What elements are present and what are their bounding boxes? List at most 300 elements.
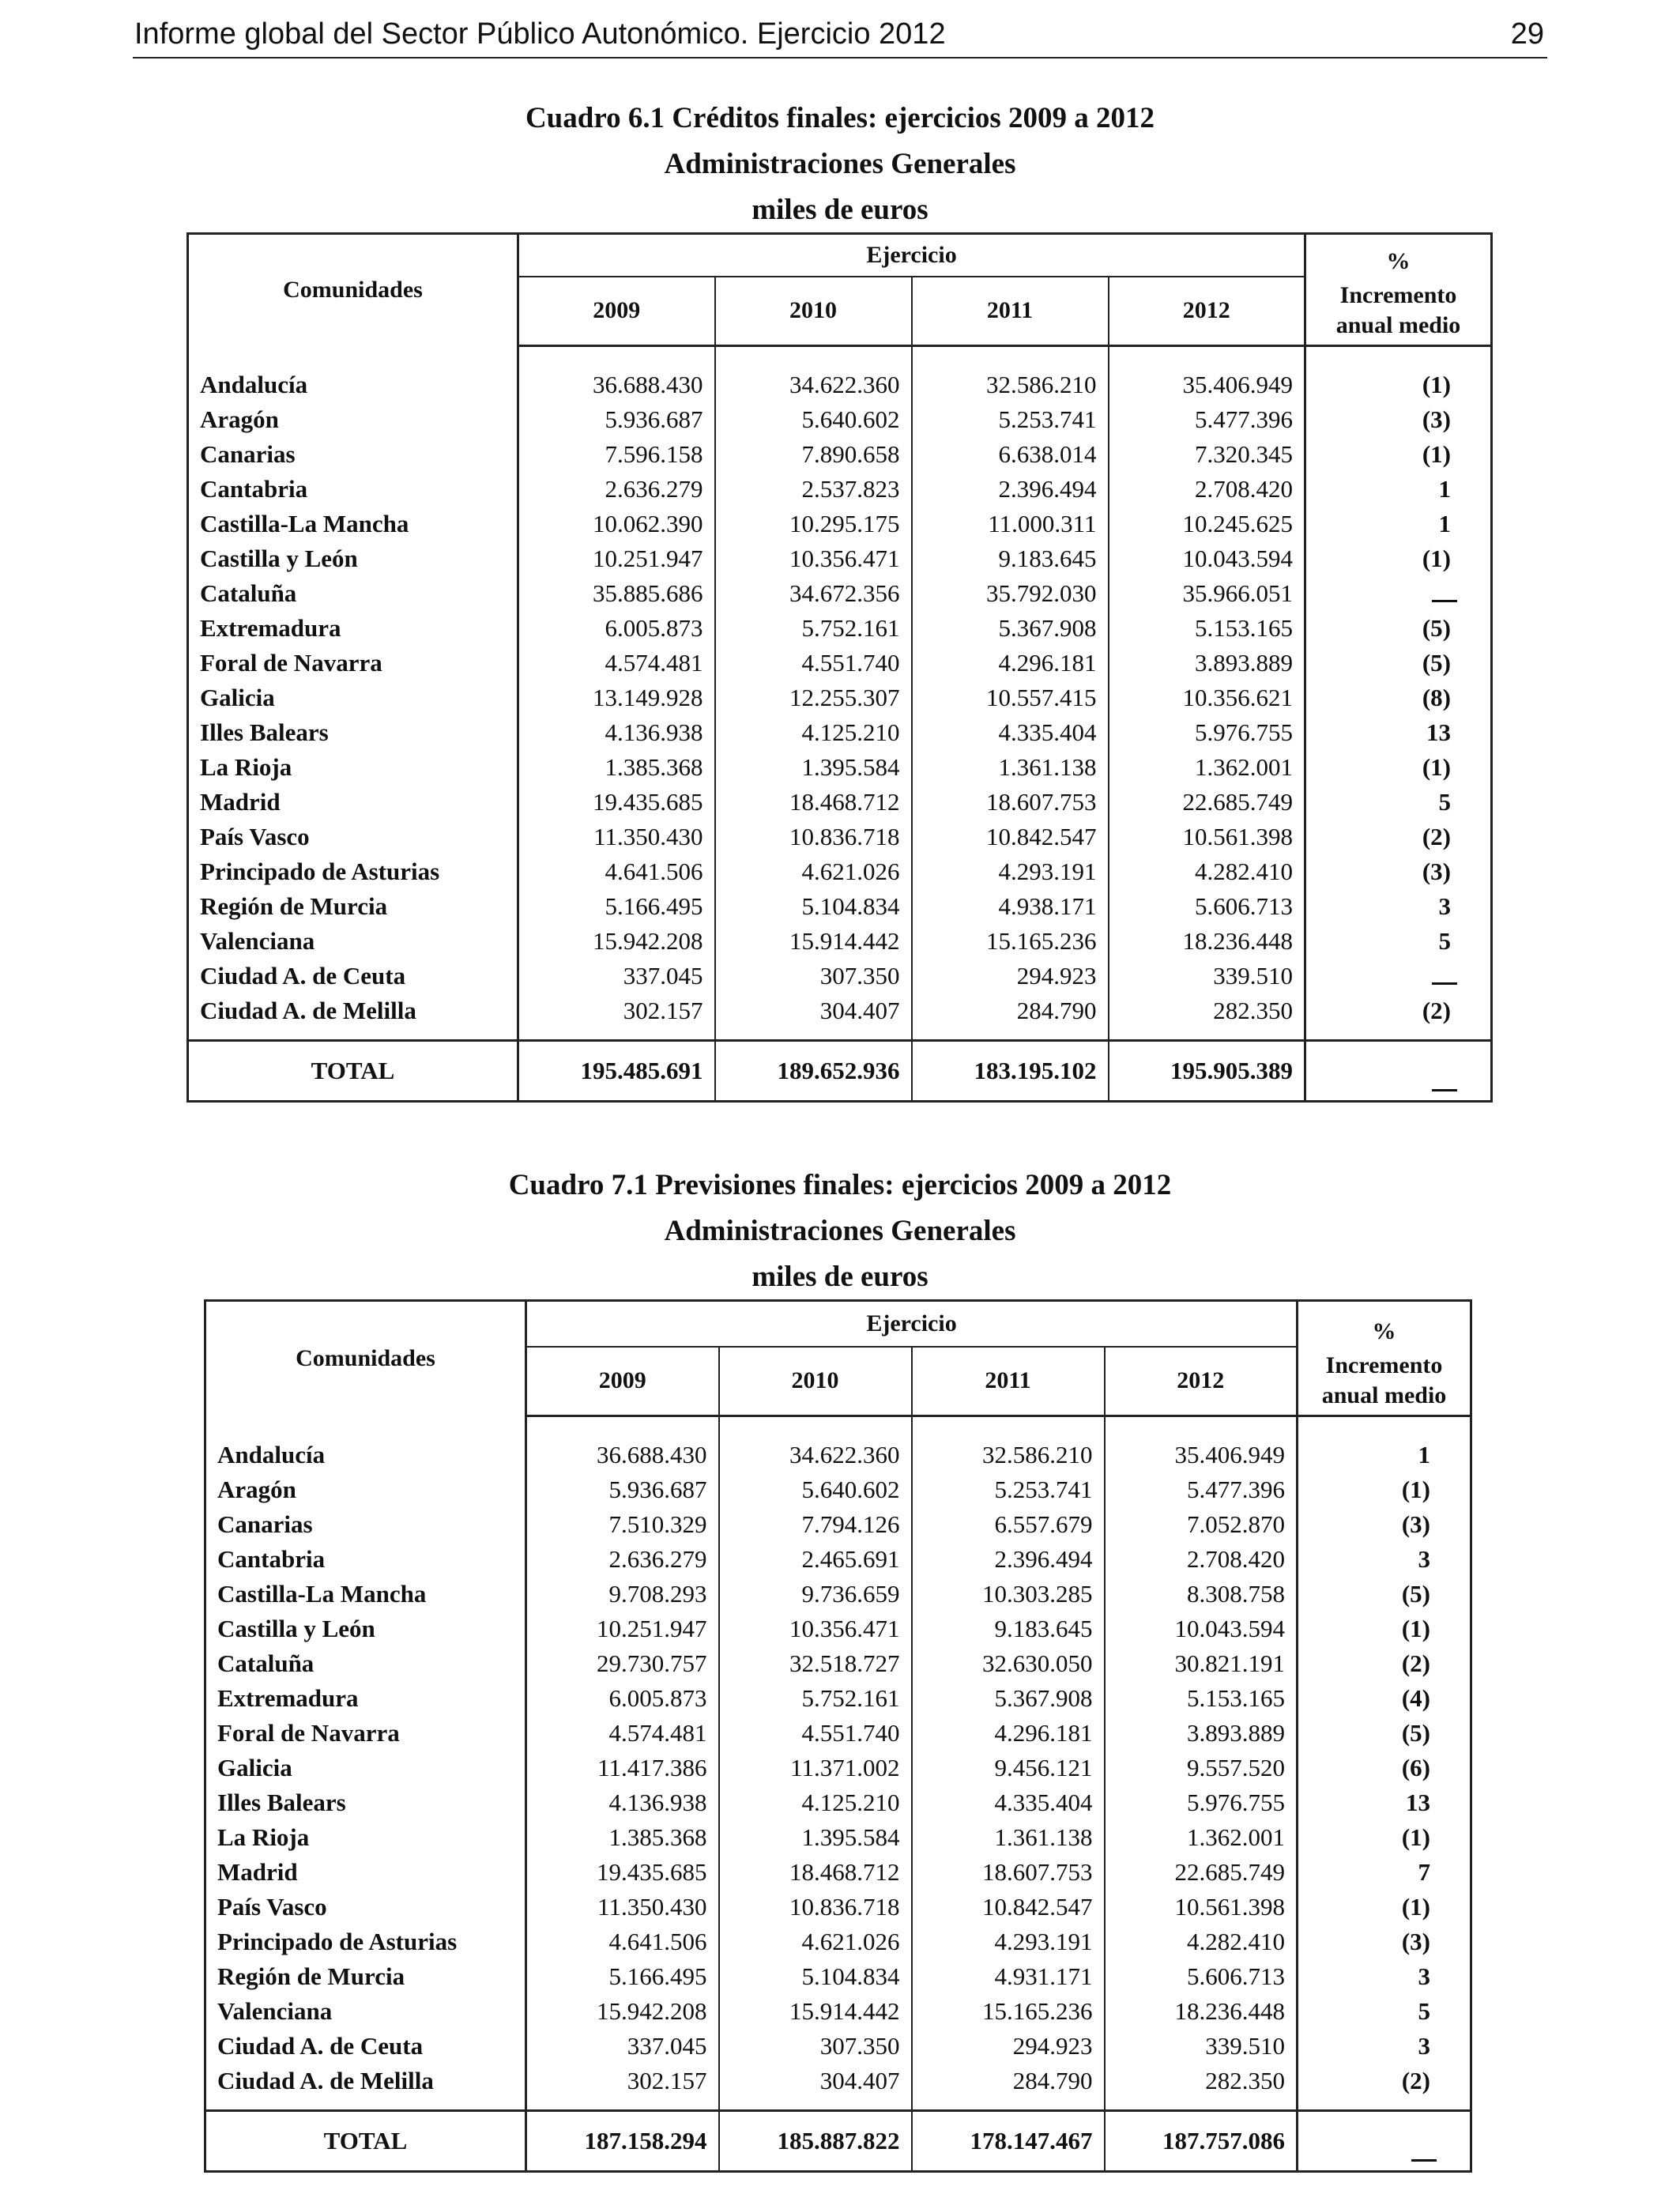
table-body [188, 346, 1492, 1102]
dash-mark [1432, 982, 1457, 985]
cell-comunidad: Región de Murcia [188, 889, 518, 924]
cell-value-2009: 4.641.506 [526, 1924, 719, 1959]
cell-value-2011: 9.456.121 [912, 1751, 1105, 1785]
table-row [205, 1855, 1471, 1890]
table-body [205, 1416, 1471, 2172]
cell-incremento: (1) [1305, 750, 1492, 785]
cell-comunidad: Valenciana [205, 1994, 526, 2029]
cell-comunidad: Illes Balears [205, 1785, 526, 1820]
cell-comunidad: Madrid [188, 785, 518, 820]
cell-value-2010: 1.395.584 [719, 1820, 912, 1855]
cell-value-2011: 4.335.404 [912, 715, 1109, 750]
dash-mark [1411, 2159, 1437, 2162]
cell-value-2010: 10.356.471 [715, 541, 912, 576]
cell-incremento: (4) [1298, 1681, 1471, 1716]
cell-value-2011: 183.195.102 [912, 1041, 1109, 1102]
table-1-title: Cuadro 6.1 Créditos finales: ejercicios 2009 a 2012 [525, 102, 1155, 134]
cell-value-2010: 34.622.360 [715, 368, 912, 402]
cell-incremento: (3) [1298, 1507, 1471, 1542]
table-row [188, 576, 1492, 611]
cell-incremento: (5) [1305, 646, 1492, 680]
cell-value-2009: 1.385.368 [518, 750, 715, 785]
cell-value-2009: 13.149.928 [518, 680, 715, 715]
cell-comunidad: TOTAL [205, 2111, 526, 2172]
cell-comunidad: Cantabria [188, 472, 518, 507]
cell-value-2011: 4.296.181 [912, 646, 1109, 680]
cell-value-2009: 2.636.279 [518, 472, 715, 507]
table-row [205, 1507, 1471, 1542]
cell-comunidad: Galicia [205, 1751, 526, 1785]
cell-value-2010: 7.890.658 [715, 437, 912, 472]
cell-value-2011: 9.183.645 [912, 541, 1109, 576]
cell-comunidad: TOTAL [188, 1041, 518, 1102]
cell-comunidad: Castilla y León [188, 541, 518, 576]
cell-incremento: (2) [1298, 1646, 1471, 1681]
cell-incremento: (5) [1298, 1577, 1471, 1612]
cell-comunidad: Foral de Navarra [188, 646, 518, 680]
col-header-pct-symbol: % [1298, 1301, 1471, 1347]
cell-value-2010: 10.836.718 [715, 820, 912, 854]
cell-value-2012: 7.052.870 [1105, 1507, 1298, 1542]
cell-value-2012: 1.362.001 [1109, 750, 1305, 785]
table-row [188, 820, 1492, 854]
table-2-units: miles de euros [751, 1261, 929, 1293]
cell-value-2010: 10.356.471 [719, 1612, 912, 1646]
cell-value-2011: 4.296.181 [912, 1716, 1105, 1751]
cell-value-2009: 36.688.430 [518, 368, 715, 402]
cell-incremento: (2) [1298, 2064, 1471, 2111]
cell-value-2010: 10.295.175 [715, 507, 912, 541]
cell-value-2012: 3.893.889 [1109, 646, 1305, 680]
cell-value-2010: 5.752.161 [715, 611, 912, 646]
cell-value-2011: 6.557.679 [912, 1507, 1105, 1542]
cell-value-2009: 7.510.329 [526, 1507, 719, 1542]
cell-value-2010: 4.125.210 [719, 1785, 912, 1820]
cell-value-2012: 5.606.713 [1105, 1959, 1298, 1994]
cell-incremento: 5 [1305, 785, 1492, 820]
table-row [188, 680, 1492, 715]
cell-value-2012: 7.320.345 [1109, 437, 1305, 472]
cell-value-2010: 1.395.584 [715, 750, 912, 785]
cell-incremento: (1) [1298, 1472, 1471, 1507]
cell-value-2012: 282.350 [1105, 2064, 1298, 2111]
cell-comunidad: Ciudad A. de Ceuta [188, 959, 518, 993]
cell-incremento: (8) [1305, 680, 1492, 715]
cell-value-2010: 5.104.834 [719, 1959, 912, 1994]
cell-value-2010: 10.836.718 [719, 1890, 912, 1924]
cell-value-2009: 5.166.495 [526, 1959, 719, 1994]
table-previsiones-finales [204, 1299, 1472, 2173]
cell-value-2011: 284.790 [912, 993, 1109, 1041]
table-row [188, 646, 1492, 680]
total-row [205, 2111, 1471, 2172]
cell-incremento: (1) [1305, 437, 1492, 472]
cell-comunidad: Principado de Asturias [205, 1924, 526, 1959]
col-header-incremento-line1: Incremento [1325, 1351, 1443, 1378]
cell-incremento: (2) [1305, 820, 1492, 854]
cell-value-2012: 5.477.396 [1109, 402, 1305, 437]
spacer-row [188, 346, 1492, 368]
cell-value-2010: 307.350 [719, 2029, 912, 2064]
table-row [205, 1612, 1471, 1646]
cell-incremento: 3 [1298, 1542, 1471, 1577]
cell-value-2011: 284.790 [912, 2064, 1105, 2111]
cell-value-2010: 304.407 [719, 2064, 912, 2111]
cell-value-2011: 4.938.171 [912, 889, 1109, 924]
col-header-ejercicio: Ejercicio [518, 234, 1305, 277]
cell-value-2011: 4.335.404 [912, 1785, 1105, 1820]
table-1-subtitle: Administraciones Generales [664, 148, 1016, 180]
table-creditos-finales [186, 232, 1493, 1103]
cell-incremento: 5 [1305, 924, 1492, 959]
table-row [205, 1577, 1471, 1612]
cell-value-2012: 2.708.420 [1109, 472, 1305, 507]
cell-value-2009: 5.166.495 [518, 889, 715, 924]
cell-value-2009: 10.062.390 [518, 507, 715, 541]
cell-value-2010: 307.350 [715, 959, 912, 993]
cell-value-2009: 4.641.506 [518, 854, 715, 889]
cell-comunidad: Galicia [188, 680, 518, 715]
cell-value-2012: 30.821.191 [1105, 1646, 1298, 1681]
cell-value-2009: 7.596.158 [518, 437, 715, 472]
cell-comunidad: Castilla-La Mancha [188, 507, 518, 541]
cell-comunidad: Cantabria [205, 1542, 526, 1577]
cell-value-2009: 4.574.481 [518, 646, 715, 680]
cell-value-2010: 5.640.602 [719, 1472, 912, 1507]
col-header-year: 2010 [719, 1347, 912, 1416]
cell-incremento [1305, 576, 1492, 611]
cell-value-2012: 5.153.165 [1109, 611, 1305, 646]
cell-comunidad: Ciudad A. de Melilla [188, 993, 518, 1041]
table-row [205, 1472, 1471, 1507]
cell-value-2009: 4.574.481 [526, 1716, 719, 1751]
cell-value-2009: 6.005.873 [518, 611, 715, 646]
col-header-incremento-line2: anual medio [1321, 1382, 1447, 1408]
cell-value-2009: 15.942.208 [518, 924, 715, 959]
cell-comunidad: Extremadura [188, 611, 518, 646]
cell-value-2012: 187.757.086 [1105, 2111, 1298, 2172]
table-row [188, 889, 1492, 924]
cell-comunidad: Cataluña [205, 1646, 526, 1681]
dash-mark [1432, 1089, 1457, 1091]
cell-value-2011: 5.253.741 [912, 1472, 1105, 1507]
cell-value-2011: 32.586.210 [912, 1438, 1105, 1472]
cell-value-2009: 187.158.294 [526, 2111, 719, 2172]
cell-value-2009: 5.936.687 [518, 402, 715, 437]
cell-value-2009: 15.942.208 [526, 1994, 719, 2029]
cell-value-2012: 10.043.594 [1109, 541, 1305, 576]
cell-incremento: 1 [1305, 472, 1492, 507]
table-row [188, 715, 1492, 750]
cell-value-2010: 4.125.210 [715, 715, 912, 750]
spacer-row [205, 1416, 1471, 1438]
cell-value-2010: 185.887.822 [719, 2111, 912, 2172]
cell-value-2011: 9.183.645 [912, 1612, 1105, 1646]
cell-value-2009: 10.251.947 [518, 541, 715, 576]
cell-incremento [1305, 959, 1492, 993]
cell-value-2012: 2.708.420 [1105, 1542, 1298, 1577]
cell-value-2010: 15.914.442 [719, 1994, 912, 2029]
cell-value-2012: 35.406.949 [1105, 1438, 1298, 1472]
table-row [188, 368, 1492, 402]
table-row [188, 402, 1492, 437]
cell-value-2011: 10.303.285 [912, 1577, 1105, 1612]
cell-value-2011: 15.165.236 [912, 924, 1109, 959]
cell-comunidad: Illes Balears [188, 715, 518, 750]
cell-value-2011: 15.165.236 [912, 1994, 1105, 2029]
cell-value-2011: 35.792.030 [912, 576, 1109, 611]
cell-value-2009: 35.885.686 [518, 576, 715, 611]
table-row [205, 1890, 1471, 1924]
col-header-incremento [1298, 1347, 1471, 1416]
cell-value-2010: 2.537.823 [715, 472, 912, 507]
cell-value-2010: 5.104.834 [715, 889, 912, 924]
cell-value-2009: 302.157 [518, 993, 715, 1041]
cell-value-2012: 4.282.410 [1105, 1924, 1298, 1959]
cell-value-2009: 29.730.757 [526, 1646, 719, 1681]
cell-incremento: (3) [1298, 1924, 1471, 1959]
cell-comunidad: La Rioja [188, 750, 518, 785]
cell-value-2010: 9.736.659 [719, 1577, 912, 1612]
cell-value-2011: 11.000.311 [912, 507, 1109, 541]
cell-value-2009: 2.636.279 [526, 1542, 719, 1577]
cell-value-2009: 10.251.947 [526, 1612, 719, 1646]
cell-value-2010: 18.468.712 [719, 1855, 912, 1890]
cell-comunidad: Castilla-La Mancha [205, 1577, 526, 1612]
col-header-incremento-line2: anual medio [1335, 311, 1461, 338]
cell-incremento: 13 [1305, 715, 1492, 750]
cell-value-2009: 5.936.687 [526, 1472, 719, 1507]
cell-incremento: (5) [1305, 611, 1492, 646]
cell-value-2012: 18.236.448 [1105, 1994, 1298, 2029]
cell-incremento: 3 [1305, 889, 1492, 924]
cell-value-2009: 195.485.691 [518, 1041, 715, 1102]
dash-mark [1432, 600, 1457, 602]
cell-value-2011: 4.293.191 [912, 854, 1109, 889]
cell-value-2010: 7.794.126 [719, 1507, 912, 1542]
cell-value-2011: 5.367.908 [912, 1681, 1105, 1716]
cell-comunidad: País Vasco [205, 1890, 526, 1924]
table-row [188, 750, 1492, 785]
table-2-title: Cuadro 7.1 Previsiones finales: ejercicios 2009 a 2012 [508, 1169, 1172, 1201]
total-row [188, 1041, 1492, 1102]
table-1-units: miles de euros [751, 194, 929, 226]
cell-incremento [1298, 2111, 1471, 2172]
table-row [188, 611, 1492, 646]
cell-value-2011: 10.557.415 [912, 680, 1109, 715]
cell-value-2011: 4.931.171 [912, 1959, 1105, 1994]
cell-incremento: 3 [1298, 1959, 1471, 1994]
cell-comunidad: Ciudad A. de Melilla [205, 2064, 526, 2111]
cell-value-2012: 10.043.594 [1105, 1612, 1298, 1646]
cell-comunidad: Madrid [205, 1855, 526, 1890]
cell-value-2009: 19.435.685 [526, 1855, 719, 1890]
cell-comunidad: País Vasco [188, 820, 518, 854]
cell-value-2010: 4.621.026 [719, 1924, 912, 1959]
cell-comunidad: Aragón [188, 402, 518, 437]
cell-incremento: 1 [1298, 1438, 1471, 1472]
cell-value-2009: 337.045 [518, 959, 715, 993]
cell-value-2011: 294.923 [912, 2029, 1105, 2064]
cell-value-2010: 18.468.712 [715, 785, 912, 820]
cell-value-2012: 35.406.949 [1109, 368, 1305, 402]
table-2-subtitle: Administraciones Generales [664, 1215, 1016, 1247]
cell-value-2010: 189.652.936 [715, 1041, 912, 1102]
cell-value-2011: 294.923 [912, 959, 1109, 993]
cell-value-2009: 9.708.293 [526, 1577, 719, 1612]
table-row [205, 1542, 1471, 1577]
cell-value-2012: 4.282.410 [1109, 854, 1305, 889]
cell-comunidad: Castilla y León [205, 1612, 526, 1646]
cell-value-2011: 178.147.467 [912, 2111, 1105, 2172]
col-header-year: 2009 [526, 1347, 719, 1416]
table-row [205, 1959, 1471, 1994]
cell-incremento: (1) [1298, 1890, 1471, 1924]
cell-value-2012: 282.350 [1109, 993, 1305, 1041]
table-row [205, 1994, 1471, 2029]
col-header-year: 2012 [1105, 1347, 1298, 1416]
cell-value-2012: 5.976.755 [1109, 715, 1305, 750]
table-row [188, 924, 1492, 959]
col-header-pct-symbol: % [1305, 234, 1492, 277]
cell-comunidad: Región de Murcia [205, 1959, 526, 1994]
table-row [188, 854, 1492, 889]
cell-value-2010: 4.551.740 [715, 646, 912, 680]
table-row [205, 1924, 1471, 1959]
cell-value-2012: 5.976.755 [1105, 1785, 1298, 1820]
page-number: 29 [1510, 17, 1544, 51]
cell-value-2011: 2.396.494 [912, 1542, 1105, 1577]
cell-value-2010: 15.914.442 [715, 924, 912, 959]
cell-comunidad: Andalucía [205, 1438, 526, 1472]
cell-incremento: (6) [1298, 1751, 1471, 1785]
cell-value-2011: 4.293.191 [912, 1924, 1105, 1959]
table-row [205, 2029, 1471, 2064]
cell-value-2009: 19.435.685 [518, 785, 715, 820]
cell-value-2010: 2.465.691 [719, 1542, 912, 1577]
cell-value-2011: 1.361.138 [912, 1820, 1105, 1855]
col-header-incremento-line1: Incremento [1339, 281, 1457, 308]
cell-value-2009: 4.136.938 [526, 1785, 719, 1820]
cell-value-2009: 302.157 [526, 2064, 719, 2111]
cell-value-2012: 5.153.165 [1105, 1681, 1298, 1716]
cell-value-2012: 10.245.625 [1109, 507, 1305, 541]
cell-value-2010: 34.622.360 [719, 1438, 912, 1472]
cell-value-2011: 2.396.494 [912, 472, 1109, 507]
table-row [205, 1820, 1471, 1855]
cell-value-2012: 35.966.051 [1109, 576, 1305, 611]
cell-value-2011: 6.638.014 [912, 437, 1109, 472]
cell-value-2009: 1.385.368 [526, 1820, 719, 1855]
cell-comunidad: Andalucía [188, 368, 518, 402]
cell-value-2012: 339.510 [1109, 959, 1305, 993]
cell-incremento: (3) [1305, 402, 1492, 437]
col-header-ejercicio: Ejercicio [526, 1301, 1298, 1347]
cell-incremento: 7 [1298, 1855, 1471, 1890]
cell-incremento: (1) [1298, 1820, 1471, 1855]
cell-value-2010: 4.621.026 [715, 854, 912, 889]
cell-value-2012: 18.236.448 [1109, 924, 1305, 959]
table-row [205, 1646, 1471, 1681]
cell-value-2012: 10.356.621 [1109, 680, 1305, 715]
cell-comunidad: La Rioja [205, 1820, 526, 1855]
cell-value-2012: 3.893.889 [1105, 1716, 1298, 1751]
cell-comunidad: Aragón [205, 1472, 526, 1507]
table-row [205, 1681, 1471, 1716]
cell-value-2012: 22.685.749 [1109, 785, 1305, 820]
cell-value-2010: 32.518.727 [719, 1646, 912, 1681]
cell-incremento: 1 [1305, 507, 1492, 541]
table-row [188, 437, 1492, 472]
cell-value-2012: 339.510 [1105, 2029, 1298, 2064]
cell-value-2012: 22.685.749 [1105, 1855, 1298, 1890]
cell-value-2011: 32.586.210 [912, 368, 1109, 402]
table-row [205, 1751, 1471, 1785]
table-row [188, 507, 1492, 541]
cell-comunidad: Valenciana [188, 924, 518, 959]
cell-value-2010: 4.551.740 [719, 1716, 912, 1751]
table-row [205, 2064, 1471, 2111]
table-row [188, 959, 1492, 993]
col-header-year: 2011 [912, 277, 1109, 346]
col-header-year: 2009 [518, 277, 715, 346]
cell-value-2012: 10.561.398 [1105, 1890, 1298, 1924]
cell-value-2012: 1.362.001 [1105, 1820, 1298, 1855]
cell-value-2012: 5.477.396 [1105, 1472, 1298, 1507]
running-header [133, 11, 1547, 58]
col-header-comunidades: Comunidades [188, 234, 518, 346]
table-row [188, 993, 1492, 1041]
cell-comunidad: Extremadura [205, 1681, 526, 1716]
cell-incremento: 13 [1298, 1785, 1471, 1820]
cell-value-2011: 32.630.050 [912, 1646, 1105, 1681]
table-row [188, 541, 1492, 576]
cell-value-2009: 4.136.938 [518, 715, 715, 750]
cell-value-2011: 1.361.138 [912, 750, 1109, 785]
cell-value-2011: 18.607.753 [912, 1855, 1105, 1890]
table-row [205, 1785, 1471, 1820]
cell-value-2010: 304.407 [715, 993, 912, 1041]
col-header-year: 2011 [912, 1347, 1105, 1416]
cell-value-2012: 8.308.758 [1105, 1577, 1298, 1612]
cell-comunidad: Canarias [188, 437, 518, 472]
cell-value-2010: 11.371.002 [719, 1751, 912, 1785]
table-row [188, 472, 1492, 507]
cell-value-2009: 36.688.430 [526, 1438, 719, 1472]
cell-value-2010: 5.752.161 [719, 1681, 912, 1716]
cell-value-2011: 10.842.547 [912, 820, 1109, 854]
cell-value-2011: 5.253.741 [912, 402, 1109, 437]
cell-value-2012: 9.557.520 [1105, 1751, 1298, 1785]
cell-incremento: (1) [1298, 1612, 1471, 1646]
table-row [188, 785, 1492, 820]
cell-comunidad: Ciudad A. de Ceuta [205, 2029, 526, 2064]
cell-value-2011: 5.367.908 [912, 611, 1109, 646]
cell-value-2009: 6.005.873 [526, 1681, 719, 1716]
cell-comunidad: Foral de Navarra [205, 1716, 526, 1751]
report-title: Informe global del Sector Público Autonómico. Ejercicio 2012 [134, 17, 946, 51]
cell-value-2009: 11.350.430 [526, 1890, 719, 1924]
col-header-incremento [1305, 277, 1492, 346]
cell-value-2009: 337.045 [526, 2029, 719, 2064]
cell-comunidad: Canarias [205, 1507, 526, 1542]
cell-value-2012: 195.905.389 [1109, 1041, 1305, 1102]
cell-incremento: (5) [1298, 1716, 1471, 1751]
cell-value-2012: 5.606.713 [1109, 889, 1305, 924]
cell-value-2010: 12.255.307 [715, 680, 912, 715]
cell-value-2012: 10.561.398 [1109, 820, 1305, 854]
cell-incremento: 5 [1298, 1994, 1471, 2029]
